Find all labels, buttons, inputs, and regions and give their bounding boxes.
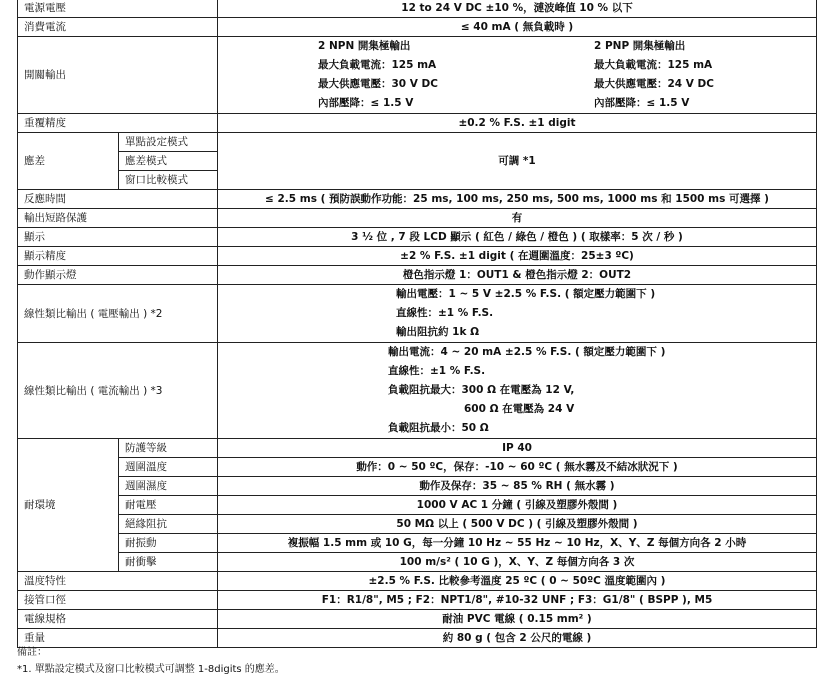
row-label: 重量 (18, 629, 218, 648)
row-label: 動作顯示燈 (18, 266, 218, 285)
table-row (18, 247, 817, 266)
analog-voltage-cell (218, 285, 817, 343)
table-row (18, 37, 817, 114)
notes-title: 備註： (17, 647, 47, 658)
table-row (18, 534, 817, 553)
spec-line: 直線性：±1 % F.S. (396, 307, 494, 319)
table-row (18, 209, 817, 228)
row-label: 接管口徑 (18, 591, 218, 610)
spec-line: 600 Ω 在電壓為 24 V (464, 403, 575, 415)
row-label: 重覆精度 (18, 114, 218, 133)
env-item-name: 週圍濕度 (119, 477, 218, 496)
analog-current-cell (218, 343, 817, 439)
row-label: 溫度特性 (18, 572, 218, 591)
spec-line: 最大負載電流：125 mA (318, 59, 437, 71)
env-item-name: 耐衝擊 (119, 553, 218, 572)
env-item-name: 防護等級 (119, 439, 218, 458)
row-label: 消費電流 (18, 18, 218, 37)
row-value: 可調 *1 (218, 133, 817, 190)
row-value: F1：R1/8", M5 ; F2：NPT1/8", #10-32 UNF ; F3：G1/8" ( BSPP ), M5 (218, 591, 817, 610)
note-line: *1. 單點設定模式及窗口比較模式可調整 1-8digits 的應差。 (17, 664, 285, 675)
env-item-value: 動作：0 ~ 50 ºC，保存：-10 ~ 60 ºC ( 無水霧及不結冰狀況下 ) (218, 458, 817, 477)
row-value: ≤ 40 mA ( 無負載時 ) (218, 18, 817, 37)
row-value: ±0.2 % F.S. ±1 digit (218, 114, 817, 133)
env-item-value: 複振幅 1.5 mm 或 10 G，每一分鐘 10 Hz ~ 55 Hz ~ 10 Hz，X、Y、Z 每個方向各 2 小時 (218, 534, 817, 553)
spec-line: 內部壓降：≤ 1.5 V (594, 97, 690, 109)
table-row (18, 477, 817, 496)
row-value: 耐油 PVC 電線 ( 0.15 mm² ) (218, 610, 817, 629)
table-row (18, 629, 817, 648)
row-label: 反應時間 (18, 190, 218, 209)
row-label: 輸出短路保護 (18, 209, 218, 228)
table-row (18, 553, 817, 572)
env-item-name: 耐振動 (119, 534, 218, 553)
env-item-value: 動作及保存：35 ~ 85 % RH ( 無水霧 ) (218, 477, 817, 496)
table-row (18, 458, 817, 477)
table-row (18, 572, 817, 591)
env-item-value: IP 40 (218, 439, 817, 458)
env-item-name: 耐電壓 (119, 496, 218, 515)
mode-label: 單點設定模式 (119, 133, 218, 152)
env-item-value: 1000 V AC 1 分鐘 ( 引線及塑膠外殼間 ) (218, 496, 817, 515)
table-row (18, 266, 817, 285)
spec-line: 負載阻抗最小：50 Ω (388, 422, 489, 434)
table-row (18, 114, 817, 133)
mode-label: 應差模式 (119, 152, 218, 171)
env-item-name: 週圍溫度 (119, 458, 218, 477)
npn-spec (218, 37, 588, 113)
table-row (18, 610, 817, 629)
table-row (18, 343, 817, 439)
row-label: 電線規格 (18, 610, 218, 629)
env-item-value: 100 m/s² ( 10 G )，X、Y、Z 每個方向各 3 次 (218, 553, 817, 572)
row-label: 線性類比輸出 ( 電壓輸出 ) *2 (18, 285, 218, 343)
pnp-spec (588, 37, 714, 113)
row-value: 有 (218, 209, 817, 228)
analog-current-lines (218, 343, 816, 438)
table-row (18, 18, 817, 37)
spec-line: 輸出電流：4 ~ 20 mA ±2.5 % F.S. ( 額定壓力範圍下 ) (388, 346, 666, 358)
env-item-value: 50 MΩ 以上 ( 500 V DC ) ( 引線及塑膠外殼間 ) (218, 515, 817, 534)
spec-line: 輸出阻抗約 1k Ω (396, 326, 480, 338)
row-value: 約 80 g ( 包含 2 公尺的電線 ) (218, 629, 817, 648)
spec-line: 最大供應電壓：30 V DC (318, 78, 438, 90)
switch-output-cell (218, 37, 817, 114)
spec-line: 最大供應電壓：24 V DC (594, 78, 714, 90)
table-row (18, 439, 817, 458)
row-value: ±2 % F.S. ±1 digit ( 在週圍溫度：25±3 ºC) (218, 247, 817, 266)
row-value: ±2.5 % F.S. 比較參考溫度 25 ºC ( 0 ~ 50ºC 溫度範圍內 ) (218, 572, 817, 591)
row-label: 應差 (18, 133, 119, 190)
spec-line: 負載阻抗最大：300 Ω 在電壓為 12 V, (388, 384, 575, 396)
spec-line: 輸出電壓：1 ~ 5 V ±2.5 % F.S. ( 額定壓力範圍下 ) (396, 288, 656, 300)
row-label: 顯示 (18, 228, 218, 247)
row-label: 開關輸出 (18, 37, 218, 114)
table-row (18, 190, 817, 209)
table-row (18, 0, 817, 18)
row-label: 電源電壓 (18, 0, 218, 18)
mode-label: 窗口比較模式 (119, 171, 218, 190)
table-row (18, 515, 817, 534)
table-row (18, 591, 817, 610)
spec-table (17, 0, 817, 648)
spec-line: 2 PNP 開集極輸出 (594, 40, 686, 52)
spec-line: 內部壓降：≤ 1.5 V (318, 97, 414, 109)
table-row (18, 496, 817, 515)
analog-voltage-lines (218, 285, 816, 342)
row-label: 顯示精度 (18, 247, 218, 266)
row-value: 橙色指示燈 1：OUT1 & 橙色指示燈 2：OUT2 (218, 266, 817, 285)
env-item-name: 絕緣阻抗 (119, 515, 218, 534)
spec-line: 2 NPN 開集極輸出 (318, 40, 411, 52)
row-value: 3 ½ 位 , 7 段 LCD 顯示 ( 紅色 / 綠色 / 橙色 ) ( 取樣率：5 次 / 秒 ) (218, 228, 817, 247)
table-row (18, 133, 817, 152)
table-row (18, 285, 817, 343)
row-label: 耐環境 (18, 439, 119, 572)
row-label: 線性類比輸出 ( 電流輸出 ) *3 (18, 343, 218, 439)
row-value: 12 to 24 V DC ±10 %，漣波峰值 10 % 以下 (218, 0, 817, 18)
table-row (18, 228, 817, 247)
spec-line: 直線性：±1 % F.S. (388, 365, 486, 377)
spec-line: 最大負載電流：125 mA (594, 59, 713, 71)
row-value: ≤ 2.5 ms ( 預防誤動作功能：25 ms, 100 ms, 250 ms, 500 ms, 1000 ms 和 1500 ms 可選擇 ) (218, 190, 817, 209)
